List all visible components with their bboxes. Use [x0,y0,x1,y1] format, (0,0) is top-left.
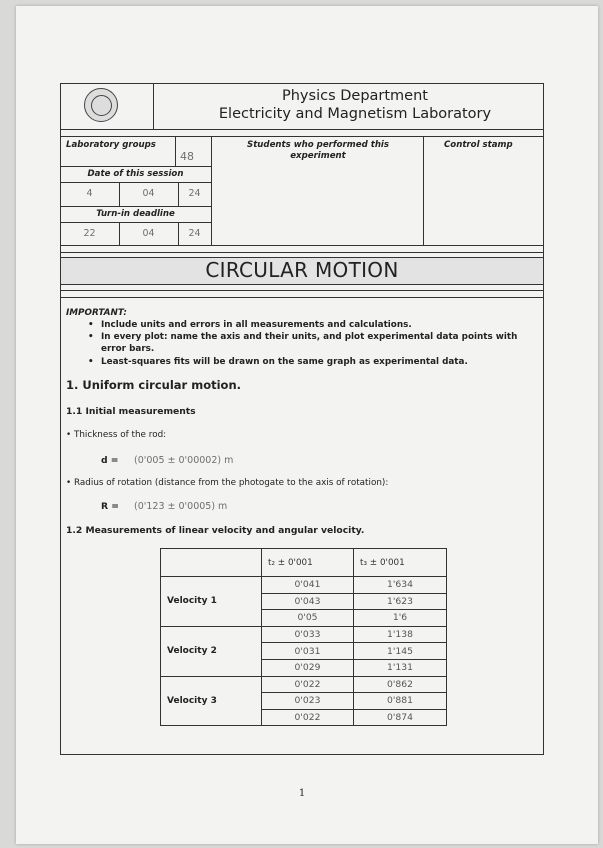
department-title: Physics Department [282,88,428,104]
students-label: Students who performed this experiment [247,140,389,161]
v2-t2-cell: 0'031 [262,643,354,660]
v1-t3-cell: 1'623 [354,593,447,610]
note-bullet-2: • [88,332,94,342]
d-value: (0'005 ± 0'00002) m [134,455,234,466]
date-year: 24 [188,188,201,199]
date-label: Date of this session [87,169,184,179]
university-logo-icon [84,88,118,122]
v3-t2-cell: 0'023 [262,693,354,710]
page-title: CIRCULAR MOTION [205,258,399,282]
v1-t3-cell: 1'6 [354,610,447,627]
table-corner-cell [161,549,262,577]
important-label: IMPORTANT: [66,308,127,318]
control-stamp-label: Control stamp [444,140,513,150]
note-bullet-3: • [88,357,94,367]
deadline-label: Turn-in deadline [96,209,175,219]
v2-t2-cell: 0'029 [262,659,354,676]
col-header-t2: t₂ ± 0'001 [262,549,354,577]
subsection-1-1: 1.1 Initial measurements [66,406,196,417]
deadline-month: 04 [142,228,155,239]
row-label-velocity-3: Velocity 3 [161,676,262,726]
page-number: 1 [298,788,306,799]
velocity-table [160,548,447,726]
row-label-velocity-1: Velocity 1 [161,577,262,627]
note-1: Include units and errors in all measurements and calculations. [101,320,412,330]
radius-label: • Radius of rotation (distance from the photogate to the axis of rotation): [66,478,389,488]
col-header-t3: t₃ ± 0'001 [354,549,447,577]
deadline-day: 22 [83,228,96,239]
row-label-velocity-2: Velocity 2 [161,626,262,676]
v3-t3-cell: 0'881 [354,693,447,710]
v3-t3-cell: 0'862 [354,676,447,693]
note-2: In every plot: name the axis and their units, and plot experimental data points with error bars. [101,332,518,354]
lab-groups-label: Laboratory groups [66,140,156,150]
note-bullet-1: • [88,320,94,330]
date-day: 4 [86,188,93,199]
lab-groups-value: 48 [180,150,194,163]
laboratory-title: Electricity and Magnetism Laboratory [218,106,492,122]
thickness-label: • Thickness of the rod: [66,430,167,440]
v2-t3-cell: 1'138 [354,626,447,643]
v1-t2-cell: 0'041 [262,577,354,594]
r-value: (0'123 ± 0'0005) m [134,501,228,512]
v3-t2-cell: 0'022 [262,709,354,726]
v1-t2-cell: 0'043 [262,593,354,610]
r-label: R = [101,501,119,512]
note-3: Least-squares fits will be drawn on the same graph as experimental data. [101,357,468,367]
date-month: 04 [142,188,155,199]
deadline-year: 24 [188,228,201,239]
v2-t3-cell: 1'131 [354,659,447,676]
section-1-heading: 1. Uniform circular motion. [66,378,241,392]
d-label: d = [101,455,119,466]
v3-t2-cell: 0'022 [262,676,354,693]
v1-t3-cell: 1'634 [354,577,447,594]
subsection-1-2: 1.2 Measurements of linear velocity and angular velocity. [66,525,365,536]
v1-t2-cell: 0'05 [262,610,354,627]
v2-t3-cell: 1'145 [354,643,447,660]
v2-t2-cell: 0'033 [262,626,354,643]
v3-t3-cell: 0'874 [354,709,447,726]
